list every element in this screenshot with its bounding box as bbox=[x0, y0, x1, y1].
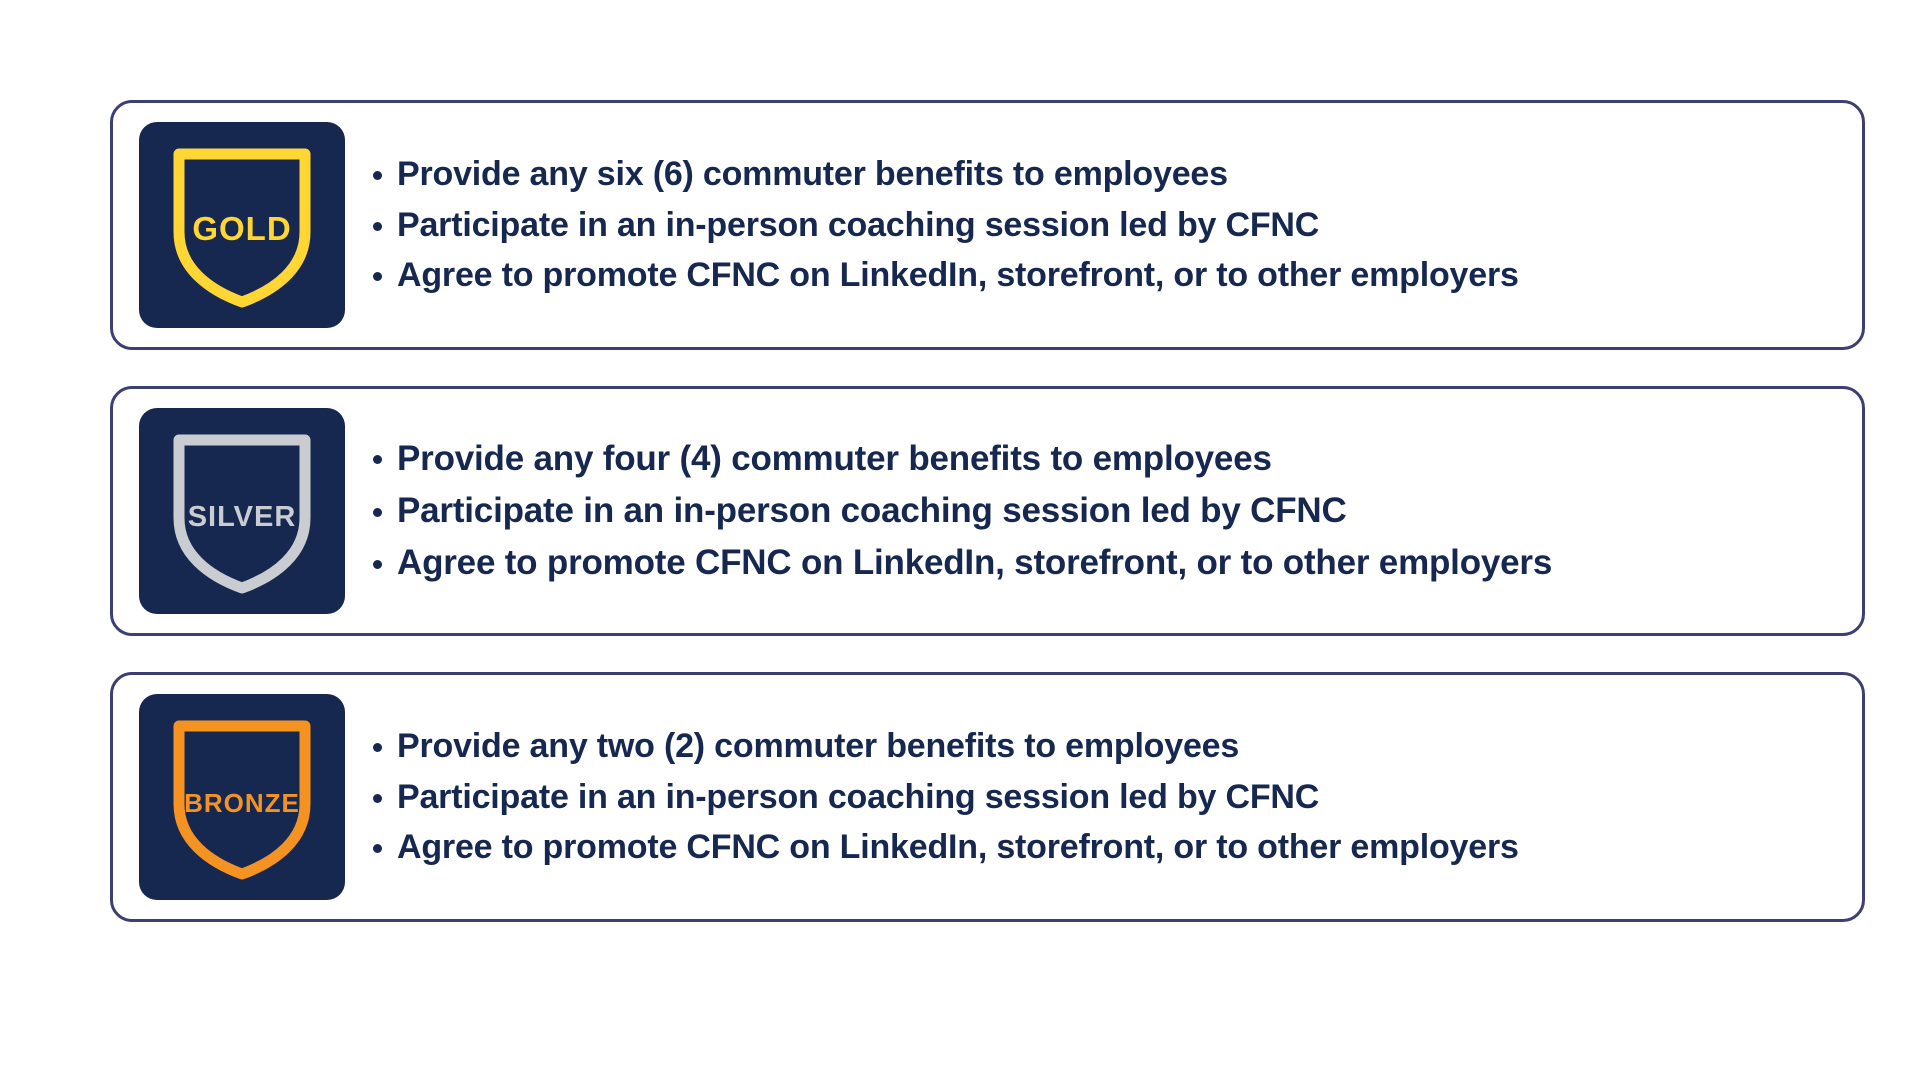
requirement-item: Participate in an in-person coaching session led by CFNC bbox=[367, 203, 1842, 248]
requirement-item: Agree to promote CFNC on LinkedIn, storefront, or to other employers bbox=[367, 825, 1842, 870]
badge-container-gold bbox=[139, 122, 345, 328]
tier-list bbox=[110, 100, 1865, 922]
requirement-item: Agree to promote CFNC on LinkedIn, storefront, or to other employers bbox=[367, 540, 1842, 586]
badge-label-bronze: BRONZE bbox=[184, 788, 300, 818]
badge-label-gold: GOLD bbox=[192, 210, 292, 247]
requirement-item: Provide any six (6) commuter benefits to employees bbox=[367, 152, 1842, 197]
tier-card-gold bbox=[110, 100, 1865, 350]
tier-card-bronze bbox=[110, 672, 1865, 922]
badge-container-bronze bbox=[139, 694, 345, 900]
requirement-list-bronze bbox=[367, 724, 1842, 871]
tier-card-silver bbox=[110, 386, 1865, 636]
requirement-list-silver bbox=[367, 436, 1842, 587]
requirement-list-gold bbox=[367, 152, 1842, 299]
badge-container-silver bbox=[139, 408, 345, 614]
badge-label-silver: SILVER bbox=[187, 501, 297, 533]
shield-badge-silver-icon bbox=[167, 426, 317, 596]
shield-badge-gold-icon bbox=[167, 140, 317, 310]
requirement-item: Provide any four (4) commuter benefits to employees bbox=[367, 436, 1842, 482]
requirement-item: Agree to promote CFNC on LinkedIn, storefront, or to other employers bbox=[367, 253, 1842, 298]
shield-badge-bronze-icon bbox=[167, 712, 317, 882]
requirement-item: Participate in an in-person coaching session led by CFNC bbox=[367, 775, 1842, 820]
requirement-item: Participate in an in-person coaching session led by CFNC bbox=[367, 488, 1842, 534]
requirement-item: Provide any two (2) commuter benefits to employees bbox=[367, 724, 1842, 769]
